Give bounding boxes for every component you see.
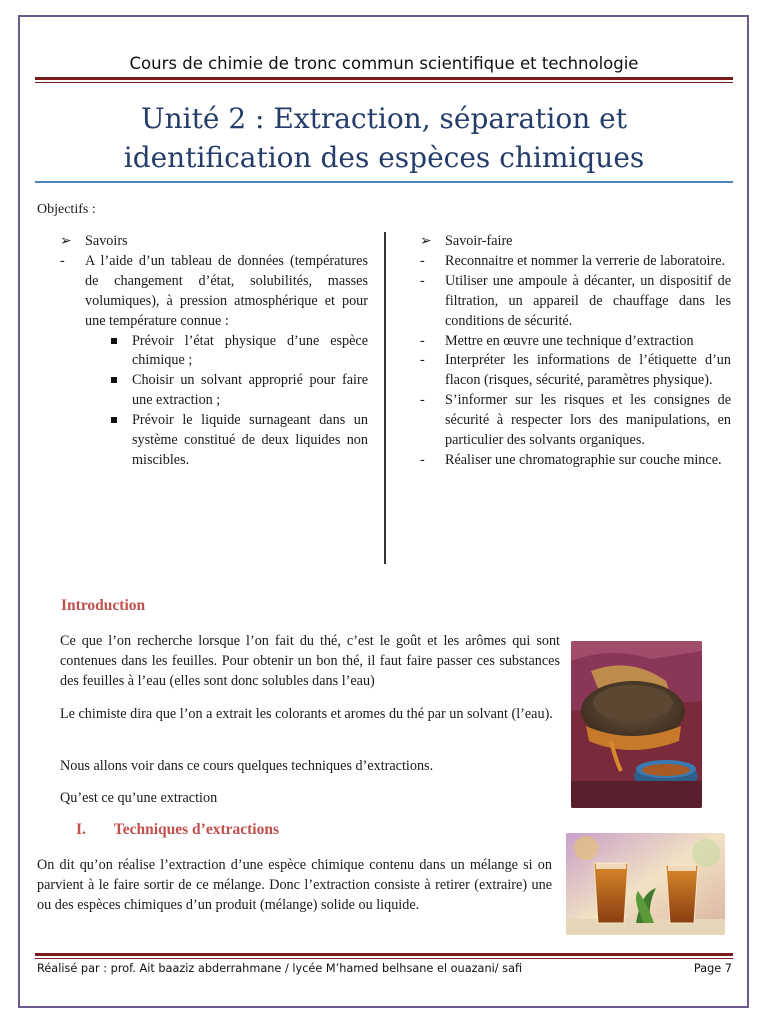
header-rule (35, 77, 733, 80)
dash-marker: - (420, 451, 425, 468)
arrow-bullet-icon: ➢ (420, 233, 432, 249)
intro-paragraph-3: Nous allons voir dans ce cours quelques techniques d’extractions. (60, 758, 434, 774)
dash-marker: - (420, 332, 425, 349)
header-rule-thin (35, 82, 733, 83)
tea-preparation-photo (571, 641, 702, 808)
intro-paragraph-4: Qu’est ce qu’une extraction (60, 790, 218, 806)
footer-rule-thin (35, 958, 733, 959)
objectives-label: Objectifs : (37, 202, 96, 217)
list-item: Prévoir le liquide surnageant dans un système constitué de deux liquides non miscibles. (107, 411, 368, 471)
list-item: Prévoir l’état physique d’une espèce chimique ; (107, 332, 368, 372)
square-bullet-icon (111, 417, 117, 423)
savoir-faire-column (420, 232, 731, 471)
savoirs-list (107, 332, 368, 471)
list-item: - Réaliser une chromatographie sur couche mince. (420, 451, 731, 471)
square-bullet-icon (111, 338, 117, 344)
page-number: Page 7 (693, 962, 732, 975)
list-item: - S’informer sur les risques et les consignes de sécurité à respecter lors des manipulations, en particulier des solvants organiques. (420, 392, 731, 449)
intro-paragraph-2: Le chimiste dira que l’on a extrait les colorants et aromes du thé par un solvant (l’eau). (60, 706, 553, 722)
savoir-faire-heading: ➢ Savoir-faire (420, 232, 731, 252)
footer-author: Réalisé par : prof. Ait baaziz abderrahmane / lycée M’hamed belhsane el ouazani/ safi (37, 962, 523, 975)
unit-title-line2: identification des espèces chimiques (123, 141, 645, 174)
list-item: - Reconnaitre et nommer la verrerie de laboratoire. (420, 252, 731, 272)
dash-marker: - (420, 252, 425, 269)
dash-marker: - (60, 252, 65, 269)
section-1-paragraph: On dit qu’on réalise l’extraction d’une espèce chimique contenu dans un mélange si on parvient à le faire sortir de ce mélange. Donc l’extraction consiste à retirer (extraire) une ou des espèces chimiques d’un produit (mélange) solide ou liquide. (37, 857, 552, 913)
list-item: Choisir un solvant approprié pour faire une extraction ; (107, 371, 368, 411)
course-title: Cours de chimie de tronc commun scientifique et technologie (129, 54, 639, 73)
list-item: - Utiliser une ampoule à décanter, un dispositif de filtration, un appareil de chauffage dans les conditions de sécurité. (420, 272, 731, 329)
title-underline (35, 181, 733, 183)
dash-marker: - (420, 392, 425, 409)
savoirs-intro: - A l’aide d’un tableau de données (températures de changement d’état, solubilités, masses volumiques), à pression atmosphérique et pour une température connue : (60, 252, 368, 329)
footer-rule (35, 953, 733, 956)
arrow-bullet-icon: ➢ (60, 233, 72, 249)
list-item: - Mettre en œuvre une technique d’extraction (420, 332, 731, 352)
list-item: - Interpréter les informations de l’étiquette d’un flacon (risques, sécurité, paramètres physique). (420, 352, 731, 389)
section-1-heading (76, 821, 279, 839)
unit-title-line1: Unité 2 : Extraction, séparation et (141, 102, 627, 135)
intro-paragraph-1: Ce que l’on recherche lorsque l’on fait du thé, c’est le goût et les arômes qui sont contenues dans les feuilles. Pour obtenir un bon thé, il faut faire passer ces substances des feuilles à l’eau (elles sont donc solubles dans l’eau) (60, 633, 560, 689)
section-1-title: Techniques d’extractions (113, 821, 279, 838)
column-divider (384, 232, 386, 564)
savoirs-column (60, 232, 368, 471)
tea-glasses-photo (566, 833, 725, 935)
section-1-number: I. (76, 821, 86, 838)
unit-title (60, 99, 708, 177)
square-bullet-icon (111, 377, 117, 383)
dash-marker: - (420, 352, 425, 369)
savoirs-heading: ➢ Savoirs (60, 232, 368, 252)
introduction-heading: Introduction (61, 597, 146, 614)
dash-marker: - (420, 272, 425, 289)
